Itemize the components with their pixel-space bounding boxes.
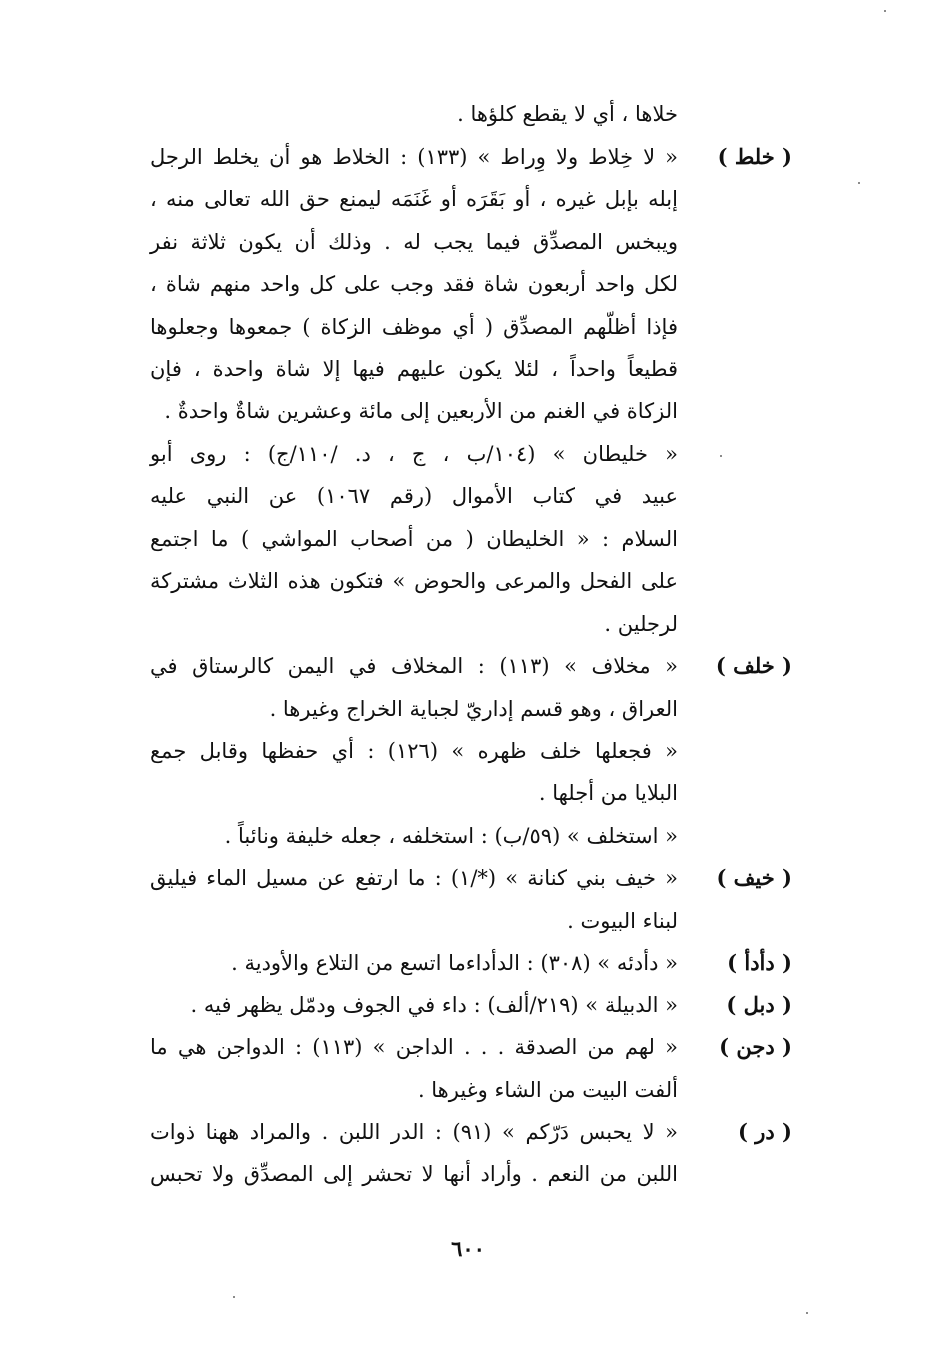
text-line: على الفحل والمرعى والحوض » فتكون هذه الثلاث مشتركة — [150, 569, 678, 593]
text-line: قطيعاً واحداً ، لئلا يكون عليهم فيها إلا شاة واحدة ، فإن — [150, 357, 678, 381]
text-line: الزكاة في الغنم من الأربعين إلى مائة وعشرين شاةٌ واحدةٌ . — [164, 399, 678, 423]
scan-speck — [806, 1312, 808, 1314]
text-line: « لهم من الصدقة . . . الداجن » (١١٣) : الدواجن هي ما — [150, 1035, 678, 1059]
scan-speck — [884, 10, 886, 12]
text-line: « فجعلها خلف ظهره » (١٢٦) : أي حفظها وقابل جمع — [150, 739, 678, 763]
text-line: ويبخس المصدِّق فيما يجب له . وذلك أن يكون ثلاثة نفر — [150, 230, 678, 254]
text-line: البلايا من أجلها . — [538, 781, 678, 805]
scan-speck — [858, 182, 860, 184]
headword-khayf: ( خيف ) — [716, 865, 792, 890]
text-line: لكل واحد أربعون شاة فقد وجب على كل واحد منهم شاة ، — [150, 272, 678, 296]
page-number: ٦٠٠ — [451, 1236, 485, 1261]
headword-da-da: ( دأدأ ) — [727, 950, 792, 975]
headword-darr: ( در ) — [738, 1119, 792, 1144]
text-line: « استخلف » (٥٩/ب) : استخلفه ، جعله خليفة ونائباً . — [224, 824, 678, 848]
headword-dabal: ( دبل ) — [726, 992, 792, 1017]
scan-speck — [233, 1296, 235, 1298]
text-line: خلاها ، أي لا يقطع كلؤها . — [457, 102, 678, 126]
headword-khalat: ( خلط ) — [717, 144, 792, 169]
headword-khalaf: ( خلف ) — [715, 653, 792, 678]
text-line: ألفت البيت من الشاء وغيرها . — [417, 1078, 678, 1102]
text-line: العراق ، وهو قسم إداريّ لجباية الخراج وغيرها . — [269, 697, 678, 721]
headword-dajan: ( دجن ) — [719, 1034, 792, 1059]
text-line: فإذا أظلّهم المصدِّق ( أي موظف الزكاة ) جمعوها وجعلوها — [150, 315, 678, 339]
text-line: عبيد في كتاب الأموال (رقم ١٠٦٧) عن النبي عليه — [150, 484, 678, 508]
text-line: لبناء البيوت . — [567, 909, 678, 933]
text-line: « لا خِلاط ولا وِراط » (١٣٣) : الخلاط هو أن يخلط الرجل — [150, 145, 678, 169]
text-line: لرجلين . — [604, 612, 678, 636]
scan-speck — [720, 455, 722, 457]
text-line: السلام : « الخليطان ( من أصحاب المواشي ) ما اجتمع — [150, 527, 678, 551]
text-line: « خيف بني كنانة » (*/١) : ما ارتفع عن مسيل الماء فيليق — [150, 866, 679, 890]
text-line: « مخلاف » (١١٣) : المخلاف في اليمن كالرستاق في — [150, 654, 678, 678]
text-line: « خليطان » (١٠٤/ب ، ج ، د. /١١٠/ج) : روى أبو — [150, 442, 679, 466]
text-line: « دأدئه » (٣٠٨) : الدأداءما اتسع من التلاع والأودية . — [231, 951, 678, 975]
text-line: اللبن من النعم . وأراد أنها لا تحشر إلى المصدِّق ولا تحبس — [150, 1162, 678, 1186]
text-line: « لا يحبس دَرّكم » (٩١) : الدر اللبن . والمراد ههنا ذوات — [150, 1120, 679, 1144]
text-line: « الدبيلة » (٢١٩/ألف) : داء في الجوف ودمّل يظهر فيه . — [190, 993, 678, 1017]
text-line: إبله بإبل غيره ، أو بَقَرَه أو غَنَمَه ليمنع حق الله تعالى منه ، — [150, 187, 678, 211]
